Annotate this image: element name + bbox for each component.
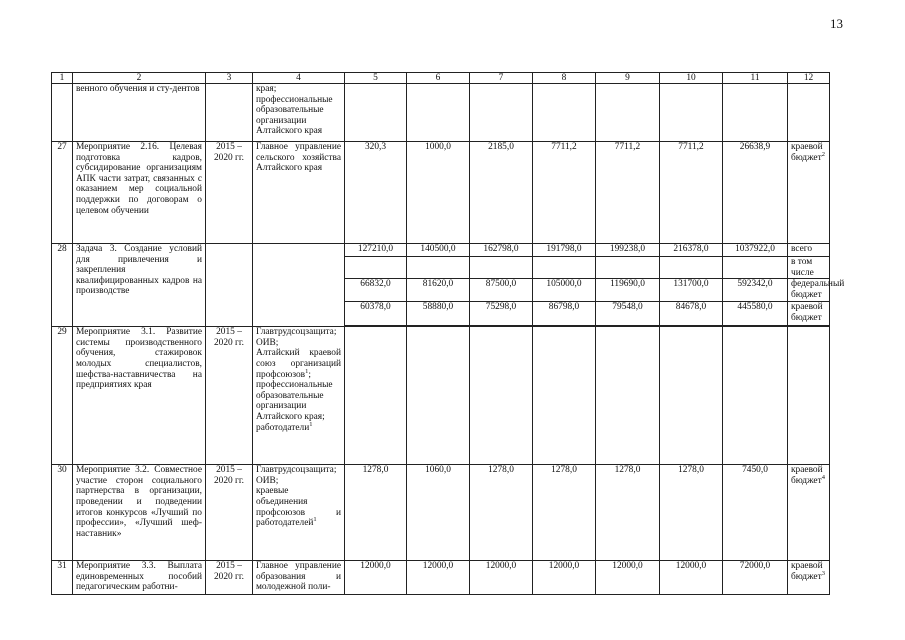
- value-2020: 1278,0: [660, 465, 723, 561]
- value-total: 1037922,0: [723, 244, 788, 257]
- executor: Главное управление сельского хозяйства Алтайского края: [253, 142, 345, 244]
- value-2020: 12000,0: [660, 561, 723, 595]
- value-2015: 12000,0: [345, 561, 407, 595]
- footnote-mark: 1: [313, 516, 317, 524]
- table-row-31: [52, 561, 830, 595]
- program-table: [51, 72, 845, 595]
- value-2015: 127210,0: [345, 244, 407, 257]
- value-2017: 75298,0: [470, 302, 533, 326]
- value-2017: 12000,0: [470, 561, 533, 595]
- period: 2015 – 2020 гг.: [206, 142, 253, 244]
- value-2017: 87500,0: [470, 279, 533, 302]
- value-2016: 1060,0: [407, 465, 470, 561]
- value-2016: 140500,0: [407, 244, 470, 257]
- footnote-mark: 4: [821, 473, 825, 481]
- funding-source: всего: [788, 244, 830, 257]
- executor: края; профессиональные образовательные организации Алтайского края: [253, 84, 345, 142]
- col-header: 6: [407, 73, 470, 84]
- row-number: 31: [52, 561, 73, 595]
- value-2017: 162798,0: [470, 244, 533, 257]
- funding-source: краевой бюджет: [788, 302, 830, 326]
- value-2016: 81620,0: [407, 279, 470, 302]
- value-2020: 131700,0: [660, 279, 723, 302]
- value-total: 592342,0: [723, 279, 788, 302]
- value-2019: 12000,0: [596, 561, 660, 595]
- row-number: 27: [52, 142, 73, 244]
- value-2019: 199238,0: [596, 244, 660, 257]
- value-2020: 84678,0: [660, 302, 723, 326]
- col-header: 4: [253, 73, 345, 84]
- footnote-mark: 1: [309, 420, 313, 428]
- value-2020: 7711,2: [660, 142, 723, 244]
- value-2015: 1278,0: [345, 465, 407, 561]
- value-total: 7450,0: [723, 465, 788, 561]
- funding-note: в том числе: [788, 257, 830, 279]
- value-2018: 7711,2: [533, 142, 596, 244]
- row-number: 30: [52, 465, 73, 561]
- col-header: 1: [52, 73, 73, 84]
- value-2020: 216378,0: [660, 244, 723, 257]
- row-number: 29: [52, 327, 73, 465]
- value-2015: 60378,0: [345, 302, 407, 326]
- col-header: 8: [533, 73, 596, 84]
- col-header: 11: [723, 73, 788, 84]
- col-header: 7: [470, 73, 533, 84]
- col-header: 2: [73, 73, 206, 84]
- activity-name: Мероприятие 3.2. Совместное участие сторон социального партнерства в организации, проведении и подведении итогов конкурсов «Лучший по профессии», «Лучший шеф-наставник»: [73, 465, 206, 561]
- col-header: 9: [596, 73, 660, 84]
- value-2019: 79548,0: [596, 302, 660, 326]
- value-2015: 320,3: [345, 142, 407, 244]
- executor: Главное управление образования и молодежной поли-: [253, 561, 345, 595]
- col-header: 10: [660, 73, 723, 84]
- footnote-mark: 3: [821, 569, 825, 577]
- value-total: 445580,0: [723, 302, 788, 326]
- task-name: Задача 3. Создание условий для привлечения и закрепления квалифицированных кадров на производстве: [73, 244, 206, 327]
- value-2018: 191798,0: [533, 244, 596, 257]
- funding-source: краевой бюджет$^2$: [788, 142, 830, 244]
- period: 2015 – 2020 гг.: [206, 561, 253, 595]
- value-2018: 1278,0: [533, 465, 596, 561]
- activity-name: венного обучения и сту-дентов: [73, 84, 206, 142]
- value-2018: 12000,0: [533, 561, 596, 595]
- value-2017: 1278,0: [470, 465, 533, 561]
- period: 2015 – 2020 гг.: [206, 465, 253, 561]
- value-2018: 105000,0: [533, 279, 596, 302]
- executor: Главтрудсоцзащита; ОИВ; Алтайский краевой союз организаций профсоюзов$^1$; профессиональные образовательные организации Алтайского края; работодатели$^1$: [253, 327, 345, 465]
- value-2018: 86798,0: [533, 302, 596, 326]
- table-row-29: [52, 327, 830, 465]
- activity-name: Мероприятие 3.3. Выплата единовременных пособий педагогическим работни-: [73, 561, 206, 595]
- footnote-mark: 1: [305, 367, 309, 375]
- col-header: 12: [788, 73, 830, 84]
- footnote-mark: 2: [821, 150, 825, 158]
- col-header: 5: [345, 73, 407, 84]
- header-row: [52, 73, 830, 84]
- table-row-30: [52, 465, 830, 561]
- executor: Главтрудсоцзащита; ОИВ; краевые объединения профсоюзов и работодателей$^1$: [253, 465, 345, 561]
- value-2015: 66832,0: [345, 279, 407, 302]
- period: 2015 – 2020 гг.: [206, 327, 253, 465]
- row-number: 28: [52, 244, 73, 327]
- value-2017: 2185,0: [470, 142, 533, 244]
- value-total: 26638,9: [723, 142, 788, 244]
- activity-name: Мероприятие 3.1. Развитие системы производственного обучения, стажировок молодых специалистов, шефства-наставничества на предприятиях края: [73, 327, 206, 465]
- funding-source: краевой бюджет$^3$: [788, 561, 830, 595]
- funding-source: федеральный бюджет: [788, 279, 830, 302]
- col-header: 3: [206, 73, 253, 84]
- activity-name: Мероприятие 2.16. Целевая подготовка кадров, субсидирование организациям АПК части затрат, связанных с оказанием мер социальной поддержки по договорам о целевом обучении: [73, 142, 206, 244]
- table-row-28: [52, 244, 830, 257]
- value-2019: 119690,0: [596, 279, 660, 302]
- value-total: 72000,0: [723, 561, 788, 595]
- table-row-continued: [52, 84, 830, 142]
- table-row-27: [52, 142, 830, 244]
- value-2016: 1000,0: [407, 142, 470, 244]
- value-2019: 7711,2: [596, 142, 660, 244]
- value-2016: 58880,0: [407, 302, 470, 326]
- funding-source: краевой бюджет$^4$: [788, 465, 830, 561]
- value-2016: 12000,0: [407, 561, 470, 595]
- page-number: 13: [830, 16, 843, 31]
- value-2019: 1278,0: [596, 465, 660, 561]
